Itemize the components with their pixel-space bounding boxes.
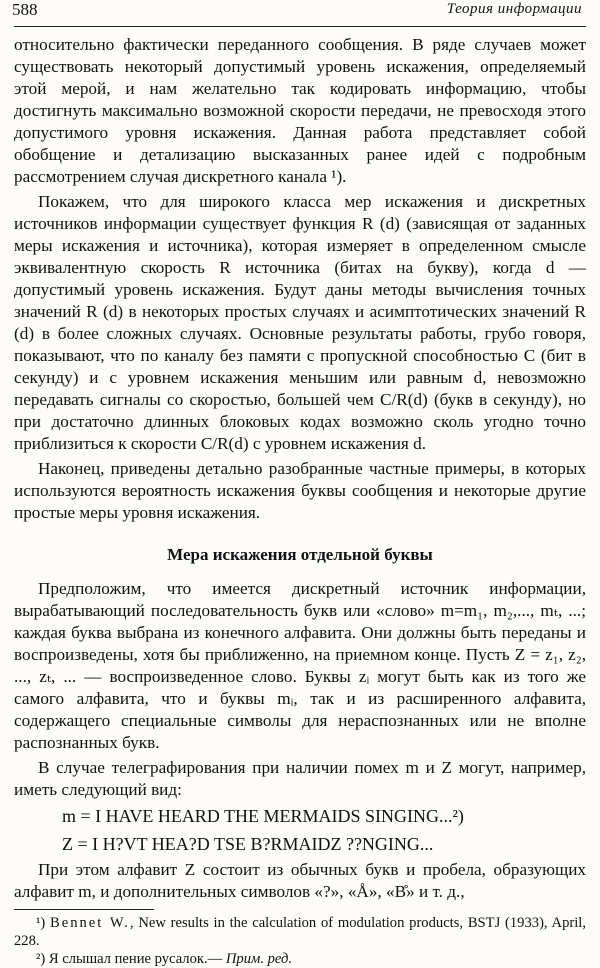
example-line-z: Z = I H?VT HEA?D TSE B?RMAIDZ ??NGING... [62,834,434,854]
paragraph-6: При этом алфавит Z состоит из обычных букв и пробела, образующих алфавит m, и дополнительных символов «?», «Å», «B̊» и т. д., [14,860,586,901]
page-header [14,0,586,27]
running-title: Теория информации [446,1,582,17]
paragraph-4: Предположим, что имеется дискретный источник информации, вырабатывающий последовательность букв или «слово» m=m₁, m₂,..., mₜ, ...; каждая буква выбрана из конечного алфавита. Они должны быть переданы и воспроизведены, хотя бы приближенно, на приемном конце. Пусть Z = z₁, z₂, ..., zₜ, ... — воспроизведенное слово. Буквы zᵢ могут быть как из того же самого алфавита, что и буквы mᵢ, так и из расширенного алфавита, содержащего специальные символы для нераспознанных или не вполне распознанных букв. [14,579,586,752]
paragraph-3: Наконец, приведены детально разобранные частные примеры, в которых используются вероятность искажения буквы сообщения и некоторые другие простые меры уровня искажения. [14,459,586,522]
example-line-m: m = I HAVE HEARD THE MERMAIDS SINGING...²) [62,806,464,826]
paragraph-2: Покажем, что для широкого класса мер искажения и дискретных источников информации существует функция R (d) (зависящая от заданных меры искажения и источника), которая измеряет в определенном смысле эквивалентную скорость R источника (битах на букву), когда d — допустимый уровень искажения. Будут даны методы вычисления точных значений R (d) в некоторых простых случаях и асимптотических значений R (d) в более сложных случаях. Основные результаты работы, грубо говоря, показывают, что по каналу без памяти с пропускной способностью C (бит в секунду) и с уровнем искажения меньшим или равным d, невозможно передавать сигналы со скоростью, большей чем C/R(d) (букв в секунду), но при достаточно длинных блоковых кодах возможно сколь угодно точно приблизиться к скорости C/R(d) с уровнем искажения d. [14,192,586,453]
paragraph-1: относительно фактически переданного сообщения. В ряде случаев может существовать некоторый допустимый уровень искажения, определяемый этой мерой, и нам желательно так кодировать информацию, чтобы достигнуть максимально возможной скорости передачи, не превосходя этого допустимого уровня искажения. Данная работа представляет собой обобщение и детализацию высказанных ранее идей с подробным рассмотрением случая дискретного канала ¹). [14,35,586,186]
footnote-1-author: Bennet W. [50,915,130,931]
footnote-2 [14,950,586,968]
footnote-2-marker: ²) [36,951,49,967]
footnote-1-marker: ¹) [36,915,50,931]
footnote-2-note: Прим. ред. [225,951,293,967]
paragraph-5: В случае телеграфирования при наличии помех m и Z могут, например, иметь следующий вид: [14,758,586,799]
footnote-1-rest: , New results in the calculation of modulation products, BSTJ (1933), April, 228. [14,915,586,949]
footnote-2-text: Я слышал пение русалок.— [48,951,223,967]
footnote-rule [14,909,154,910]
page [14,0,586,968]
page-number: 588 [12,0,38,19]
section-title: Мера искажения отдельной буквы [167,545,433,564]
footnote-1 [14,914,586,950]
